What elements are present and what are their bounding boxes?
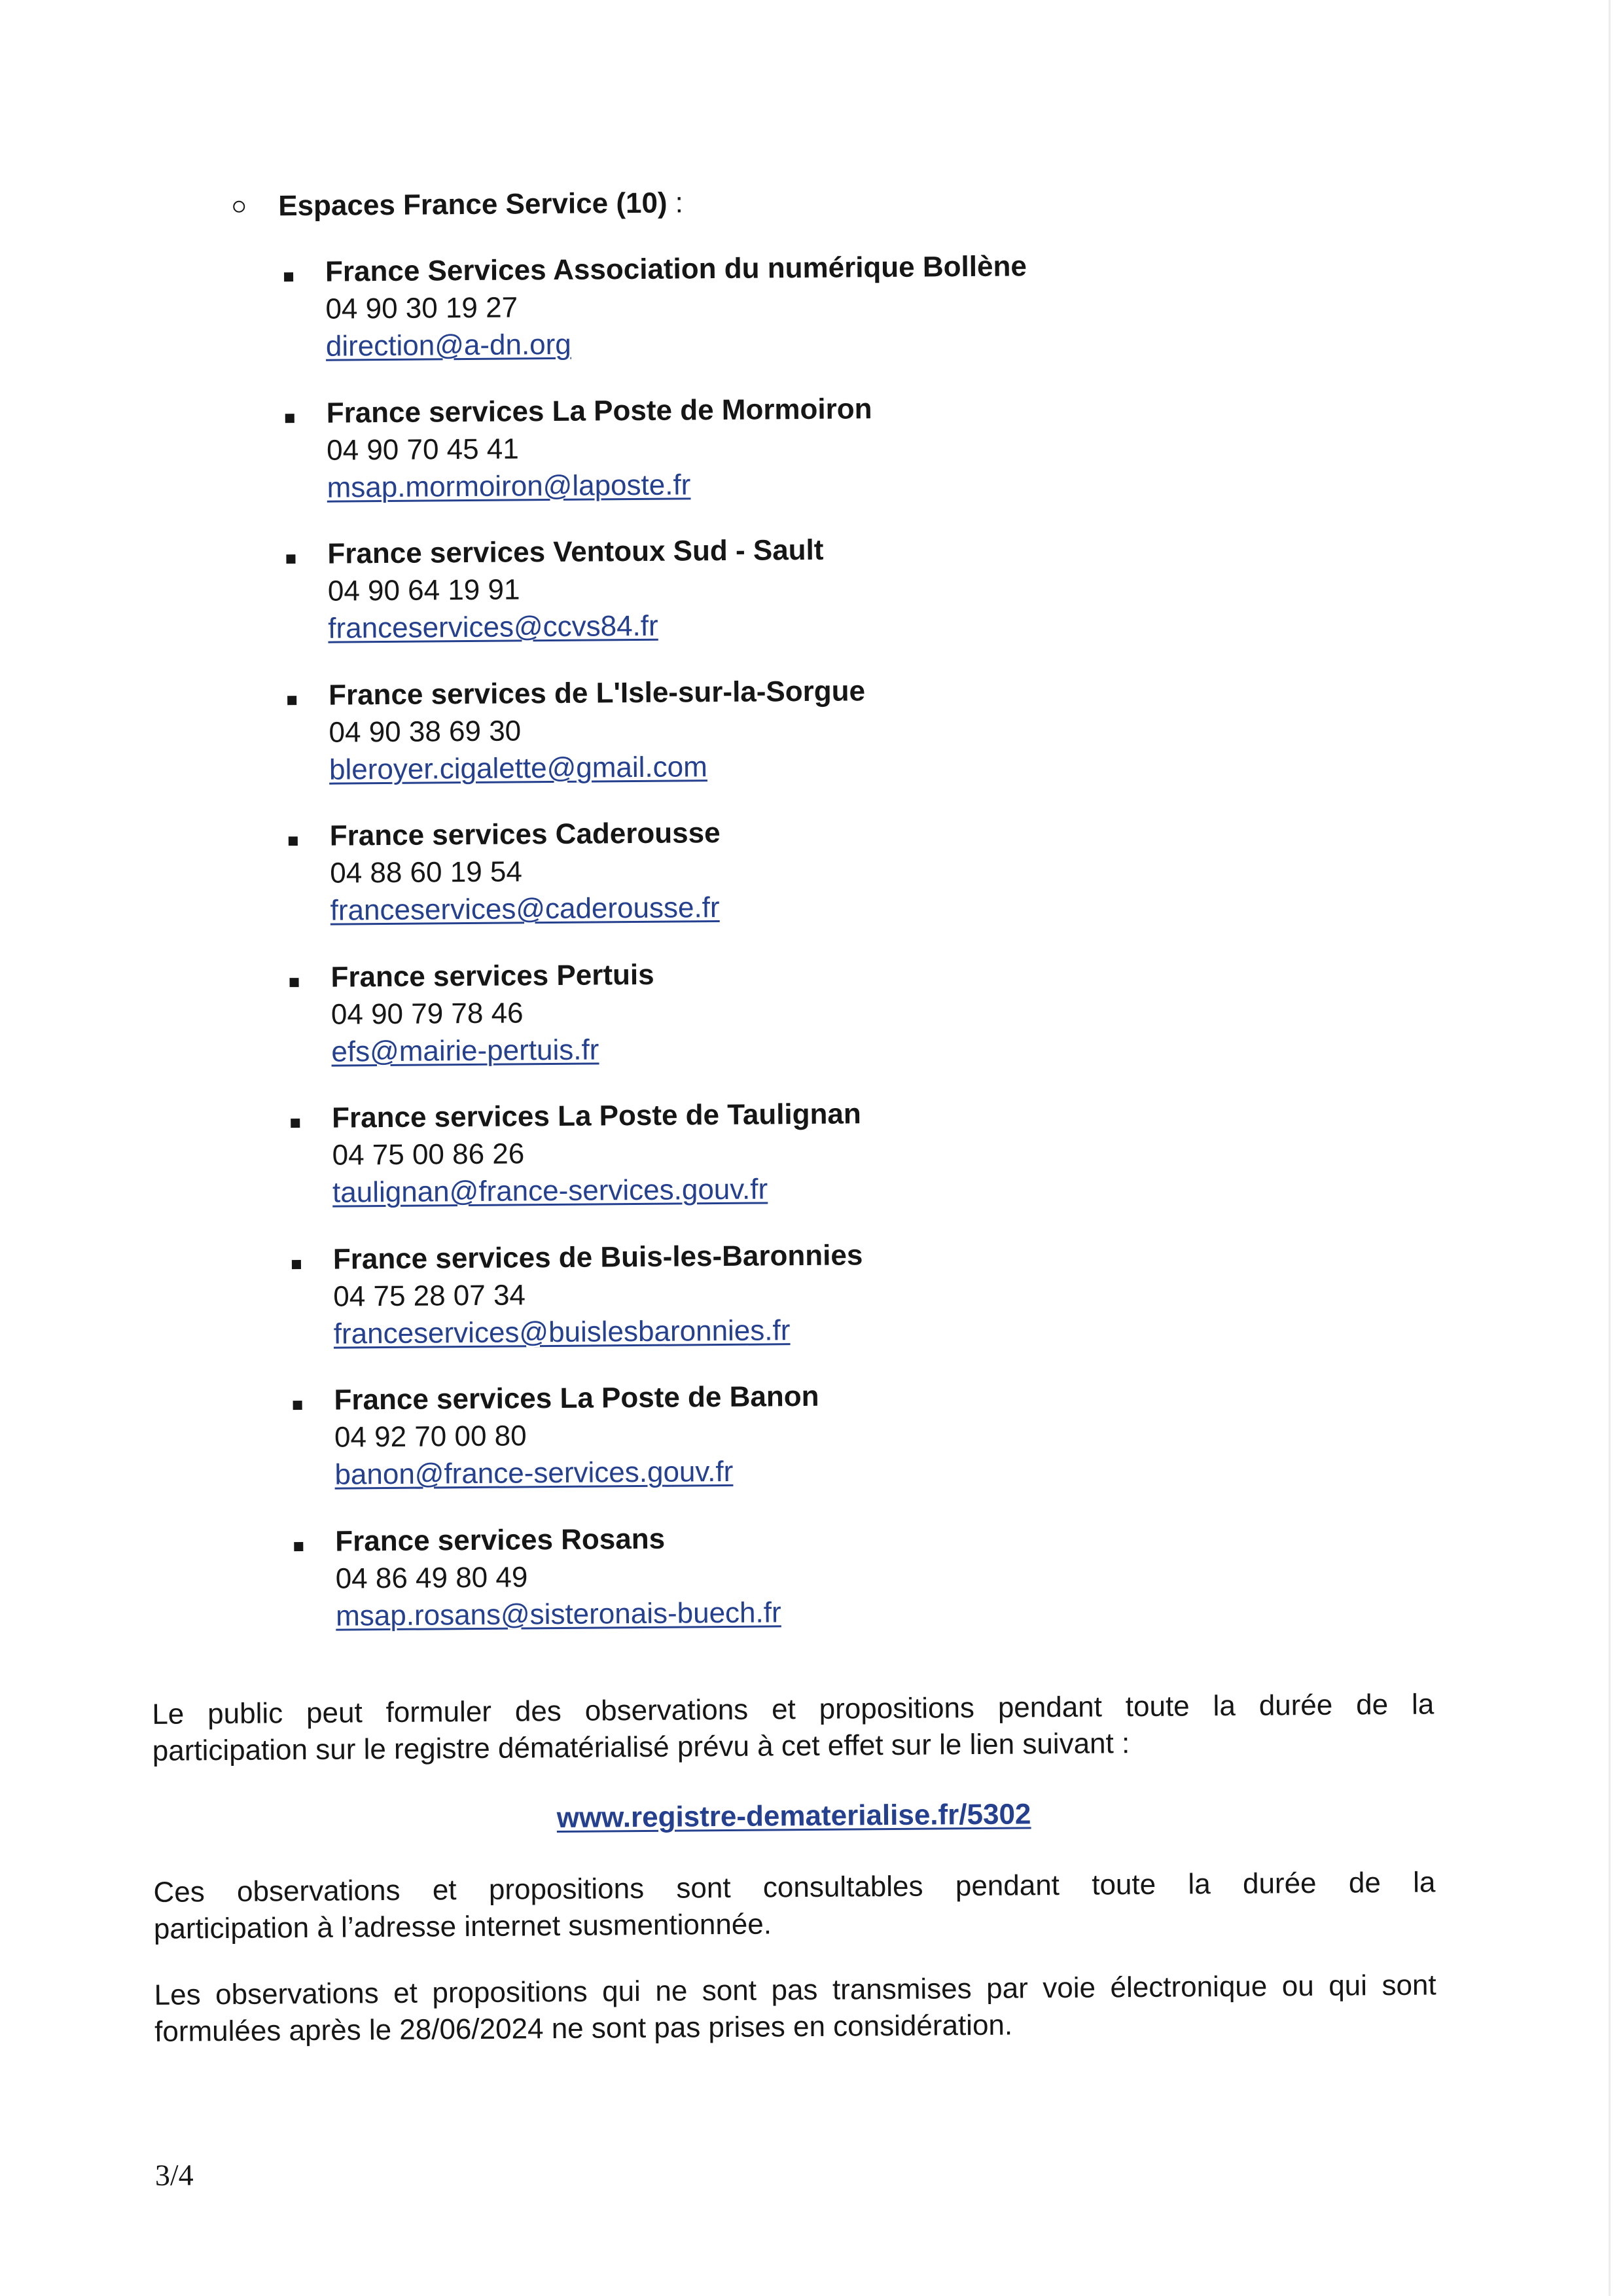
service-name: France Services Association du numérique Bollène [325, 250, 1027, 288]
square-bullet-icon [292, 1260, 301, 1269]
service-name: France services Caderousse [329, 817, 721, 852]
register-link[interactable]: www.registre-dematerialise.fr/5302 [556, 1798, 1031, 1835]
square-bullet-icon [286, 554, 295, 564]
service-email-line [332, 1170, 862, 1211]
circle-bullet-icon [233, 201, 245, 213]
intro-paragraph-line-2: participation sur le registre dématérialisé prévu à cet effet sur le lien suivant : [152, 1727, 1130, 1767]
service-details [329, 672, 866, 788]
service-email-line [328, 606, 824, 647]
service-entry [117, 1090, 1493, 1242]
square-bullet-icon [293, 1401, 302, 1410]
service-email-line [327, 465, 872, 507]
page-content [110, 152, 1501, 2217]
service-entry [116, 949, 1491, 1101]
service-entry [114, 667, 1489, 819]
service-email-link[interactable]: banon@france-services.gouv.fr [334, 1455, 734, 1491]
service-email-link[interactable]: msap.mormoiron@laposte.fr [327, 468, 691, 504]
service-phone: 04 75 00 86 26 [332, 1138, 525, 1172]
service-email-line [329, 747, 866, 788]
service-entry [111, 244, 1486, 396]
service-phone: 04 88 60 19 54 [330, 855, 523, 889]
square-bullet-icon [284, 272, 293, 281]
service-email-link[interactable]: franceservices@ccvs84.fr [328, 609, 658, 645]
service-phone: 04 90 30 19 27 [325, 291, 518, 325]
service-phone: 04 90 70 45 41 [326, 432, 519, 467]
square-bullet-icon [294, 1542, 303, 1551]
square-bullet-icon [289, 836, 298, 846]
service-email-line [334, 1311, 864, 1352]
consultation-paragraph-line-2: participation à l’adresse internet susmentionnée. [153, 1908, 772, 1945]
service-email-line [331, 1030, 655, 1070]
service-name: France services de L'Isle-sur-la-Sorgue [328, 674, 866, 711]
consultation-paragraph-line-1: Ces observations et propositions sont consultables pendant toute la durée de la [153, 1866, 1436, 1909]
service-entry [118, 1231, 1494, 1383]
service-entry [112, 385, 1488, 537]
scan-edge-line [1609, 0, 1611, 2296]
service-phone: 04 86 49 80 49 [335, 1560, 528, 1595]
service-name: France services La Poste de Mormoiron [326, 392, 872, 429]
service-details [330, 956, 654, 1070]
deadline-paragraph-line-2: formulées après le 28/06/2024 ne sont pas prises en considération. [154, 2009, 1013, 2048]
service-email-link[interactable]: efs@mairie-pertuis.fr [331, 1033, 599, 1068]
service-phone: 04 92 70 00 80 [334, 1420, 527, 1454]
service-email-link[interactable]: msap.rosans@sisteronais-buech.fr [335, 1596, 781, 1632]
deadline-paragraph-line-1: Les observations et propositions qui ne sont pas transmises par voie électronique ou qui sont [154, 1969, 1436, 2011]
register-link-line [152, 1793, 1435, 1839]
service-email-line [330, 889, 721, 929]
service-name: France services Pertuis [330, 958, 654, 994]
service-email-line [336, 1594, 781, 1634]
section-heading-title: Espaces France Service (10) [278, 187, 668, 223]
services-list [111, 244, 1496, 1665]
service-email-line [326, 322, 1027, 365]
service-name: France services Rosans [335, 1522, 666, 1558]
service-entry [113, 526, 1488, 678]
square-bullet-icon [285, 414, 294, 423]
service-details [330, 814, 721, 929]
service-details [333, 1236, 864, 1352]
service-entry [119, 1372, 1495, 1524]
service-phone: 04 90 79 78 46 [330, 996, 524, 1031]
service-phone: 04 75 28 07 34 [333, 1278, 526, 1313]
section-heading [278, 184, 683, 224]
service-name: France services La Poste de Banon [334, 1380, 819, 1416]
service-details [335, 1519, 781, 1634]
service-details [325, 247, 1027, 365]
service-email-line [334, 1452, 819, 1494]
intro-paragraph-line-1: Le public peut formuler des observations et propositions pendant toute la durée de la [152, 1688, 1435, 1731]
square-bullet-icon [291, 1119, 300, 1128]
service-email-link[interactable]: taulignan@france-services.gouv.fr [332, 1173, 768, 1209]
service-email-link[interactable]: direction@a-dn.org [325, 328, 571, 363]
service-details [334, 1378, 819, 1494]
service-phone: 04 90 38 69 30 [329, 714, 522, 749]
service-email-link[interactable]: bleroyer.cigalette@gmail.com [329, 750, 707, 786]
service-entry [115, 808, 1491, 960]
service-name: France services Ventoux Sud - Sault [327, 533, 824, 570]
section-heading-colon: : [675, 187, 684, 219]
service-details [326, 390, 872, 507]
service-name: France services La Poste de Taulignan [331, 1098, 861, 1134]
square-bullet-icon [287, 696, 296, 705]
page-number: 3/4 [154, 2158, 194, 2192]
service-name: France services de Buis-les-Baronnies [332, 1238, 863, 1276]
service-details [327, 531, 824, 647]
service-email-link[interactable]: franceservices@buislesbaronnies.fr [333, 1314, 791, 1350]
square-bullet-icon [289, 978, 298, 987]
service-details [332, 1095, 862, 1211]
service-entry [120, 1513, 1496, 1665]
service-email-link[interactable]: franceservices@caderousse.fr [330, 891, 720, 927]
service-phone: 04 90 64 19 91 [327, 573, 520, 607]
